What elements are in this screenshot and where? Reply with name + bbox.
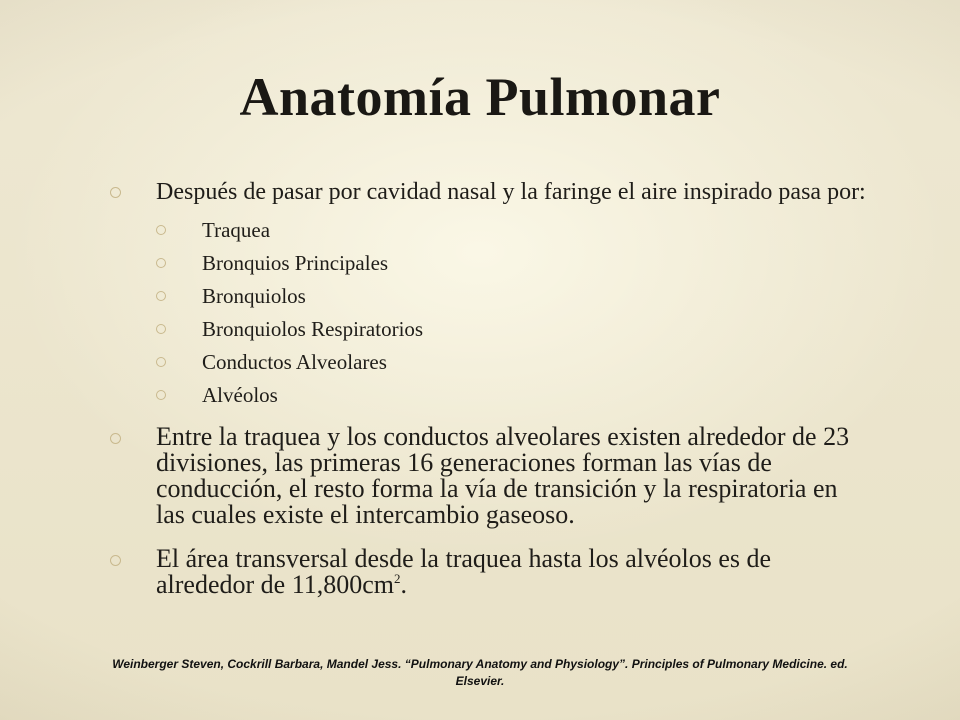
- sub-item-conductos-alveolares: [152, 351, 866, 373]
- hollow-circle-bullet-icon: [156, 390, 166, 400]
- sub-item-alveolos: [152, 384, 866, 406]
- hollow-circle-bullet-icon: [156, 324, 166, 334]
- bullet-divisions: [106, 424, 866, 528]
- sub-item-text: Traquea: [202, 218, 271, 242]
- slide-title: Anatomía Pulmonar: [239, 67, 721, 127]
- sub-item-text: Bronquiolos: [202, 284, 306, 308]
- hollow-circle-bullet-icon: [156, 225, 166, 235]
- bullet-area-superscript: 2: [394, 571, 401, 586]
- hollow-circle-bullet-icon: [156, 357, 166, 367]
- bullet-area: [106, 546, 866, 598]
- bullet-intro: [106, 180, 866, 205]
- sub-item-text: Conductos Alveolares: [202, 350, 387, 374]
- reference-citation: Weinberger Steven, Cockrill Barbara, Mandel Jess. “Pulmonary Anatomy and Physiology”. Principles of Pulmonary Medicine. ed. Elsevier.: [112, 657, 848, 688]
- hollow-circle-bullet-icon: [110, 433, 121, 444]
- sub-item-bronquiolos: [152, 285, 866, 307]
- bullet-area-end: .: [400, 570, 407, 599]
- sub-item-traquea: [152, 219, 866, 241]
- slide-content: [106, 180, 866, 612]
- bullet-intro-text: Después de pasar por cavidad nasal y la faringe el aire inspirado pasa por:: [156, 179, 866, 205]
- hollow-circle-bullet-icon: [110, 555, 121, 566]
- hollow-circle-bullet-icon: [156, 291, 166, 301]
- sub-item-bronquiolos-respiratorios: [152, 318, 866, 340]
- sub-item-text: Alvéolos: [202, 383, 278, 407]
- sub-item-bronquios-principales: [152, 252, 866, 274]
- sub-item-text: Bronquios Principales: [202, 251, 389, 275]
- sub-item-text: Bronquiolos Respiratorios: [202, 317, 424, 341]
- bullet-divisions-text: Entre la traquea y los conductos alveolares existen alrededor de 23 divisiones, las primeras 16 generaciones forman las vías de conducción, el resto forma la vía de transición y la respiratoria en las cuales existe el intercambio gaseoso.: [156, 422, 850, 529]
- hollow-circle-bullet-icon: [156, 258, 166, 268]
- hollow-circle-bullet-icon: [110, 187, 121, 198]
- bullet-area-text: El área transversal desde la traquea hasta los alvéolos es de alrededor de 11,800cm: [156, 544, 772, 599]
